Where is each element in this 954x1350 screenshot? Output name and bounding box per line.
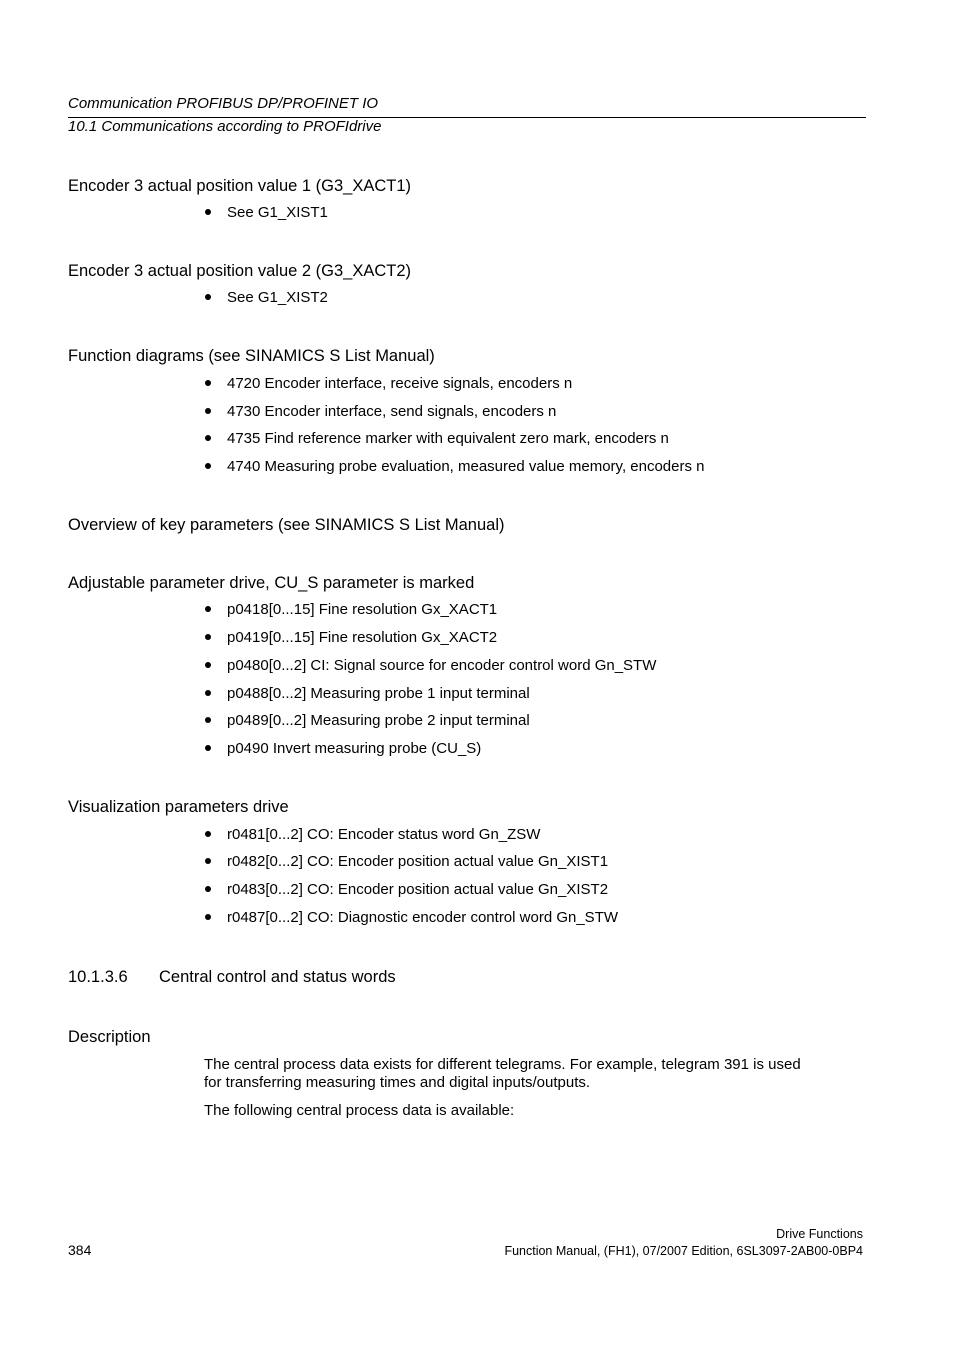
- list-item: p0480[0...2] CI: Signal source for encoder control word Gn_STW: [227, 657, 657, 674]
- list-item: 4720 Encoder interface, receive signals, encoders n: [227, 375, 573, 392]
- bullet-icon: [205, 690, 211, 696]
- list-item: r0487[0...2] CO: Diagnostic encoder control word Gn_STW: [227, 909, 619, 926]
- bullet-icon: [205, 662, 211, 668]
- bullet-icon: [205, 831, 211, 837]
- bullet-icon: [205, 634, 211, 640]
- list-item: p0490 Invert measuring probe (CU_S): [227, 740, 482, 757]
- list-item: p0418[0...15] Fine resolution Gx_XACT1: [227, 601, 498, 618]
- bullet-icon: [205, 463, 211, 469]
- bullet-icon: [205, 294, 211, 300]
- section-heading: Visualization parameters drive: [68, 798, 289, 816]
- subsection-number: 10.1.3.6: [68, 968, 128, 986]
- footer-doc-info: Function Manual, (FH1), 07/2007 Edition, 6SL3097-2AB00-0BP4: [504, 1244, 863, 1258]
- description-paragraph-line: The central process data exists for different telegrams. For example, telegram 391 is used: [204, 1056, 801, 1073]
- description-paragraph: The following central process data is available:: [204, 1102, 515, 1119]
- list-item: r0483[0...2] CO: Encoder position actual value Gn_XIST2: [227, 881, 609, 898]
- section-heading: Encoder 3 actual position value 1 (G3_XACT1): [68, 177, 412, 195]
- description-heading: Description: [68, 1028, 151, 1046]
- running-header-section: 10.1 Communications according to PROFIdrive: [68, 118, 382, 135]
- list-item: r0481[0...2] CO: Encoder status word Gn_ZSW: [227, 826, 541, 843]
- list-item: p0419[0...15] Fine resolution Gx_XACT2: [227, 629, 498, 646]
- list-item: 4730 Encoder interface, send signals, encoders n: [227, 403, 557, 420]
- bullet-icon: [205, 435, 211, 441]
- bullet-icon: [205, 858, 211, 864]
- section-heading: Encoder 3 actual position value 2 (G3_XACT2): [68, 262, 412, 280]
- bullet-icon: [205, 380, 211, 386]
- description-paragraph-line: for transferring measuring times and digital inputs/outputs.: [204, 1074, 591, 1091]
- list-item: p0488[0...2] Measuring probe 1 input terminal: [227, 685, 530, 702]
- subsection-title: Central control and status words: [159, 968, 396, 986]
- bullet-icon: [205, 914, 211, 920]
- footer-doc-title: Drive Functions: [776, 1227, 863, 1241]
- bullet-icon: [205, 408, 211, 414]
- list-item: r0482[0...2] CO: Encoder position actual value Gn_XIST1: [227, 853, 609, 870]
- list-item: See G1_XIST2: [227, 289, 328, 306]
- bullet-icon: [205, 606, 211, 612]
- list-item: See G1_XIST1: [227, 204, 328, 221]
- list-item: p0489[0...2] Measuring probe 2 input terminal: [227, 712, 530, 729]
- section-heading: Function diagrams (see SINAMICS S List Manual): [68, 347, 435, 365]
- running-header-chapter: Communication PROFIBUS DP/PROFINET IO: [68, 95, 379, 112]
- bullet-icon: [205, 717, 211, 723]
- section-heading: Overview of key parameters (see SINAMICS S List Manual): [68, 516, 505, 534]
- list-item: 4735 Find reference marker with equivalent zero mark, encoders n: [227, 430, 669, 447]
- list-item: 4740 Measuring probe evaluation, measured value memory, encoders n: [227, 458, 705, 475]
- section-heading: Adjustable parameter drive, CU_S parameter is marked: [68, 574, 475, 592]
- bullet-icon: [205, 209, 211, 215]
- bullet-icon: [205, 886, 211, 892]
- page-number: 384: [68, 1242, 92, 1258]
- bullet-icon: [205, 745, 211, 751]
